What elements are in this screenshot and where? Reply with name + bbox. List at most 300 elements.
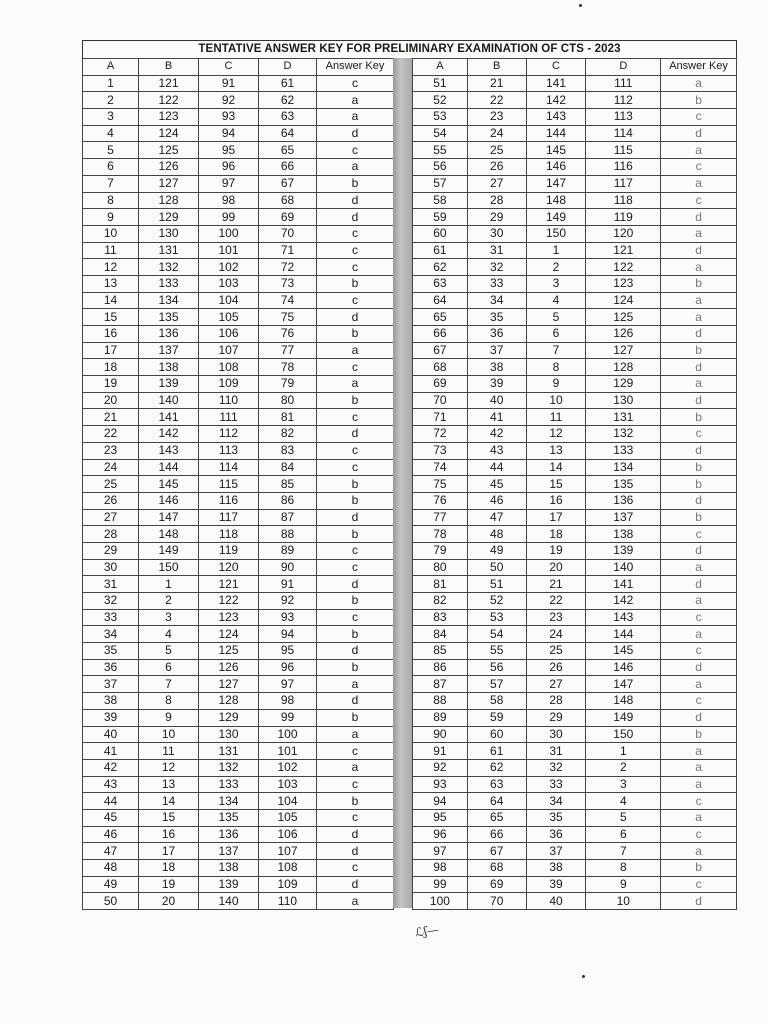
col-d: 124 — [586, 292, 661, 309]
answer-key-cell: a — [317, 109, 394, 126]
col-d: 125 — [586, 309, 661, 326]
col-b: 122 — [139, 92, 199, 109]
answer-key-cell: b — [661, 459, 737, 476]
table-body — [83, 75, 394, 909]
col-b: 23 — [467, 109, 526, 126]
col-d: 149 — [586, 709, 661, 726]
answer-key-cell: a — [661, 759, 737, 776]
table-row — [83, 309, 394, 326]
col-a: 27 — [83, 509, 139, 526]
col-d: 138 — [586, 526, 661, 543]
answer-key-cell: d — [661, 326, 737, 343]
col-b: 7 — [139, 676, 199, 693]
answer-key-cell: d — [661, 125, 737, 142]
answer-key-cell: a — [317, 726, 394, 743]
col-c: 1 — [526, 242, 586, 259]
answer-key-cell: a — [661, 809, 737, 826]
col-c: 137 — [199, 843, 259, 860]
col-b: 134 — [139, 292, 199, 309]
col-d: 111 — [586, 75, 661, 92]
col-a: 22 — [83, 426, 139, 443]
col-b: 133 — [139, 275, 199, 292]
col-a: 92 — [413, 759, 468, 776]
col-b: 32 — [467, 259, 526, 276]
table-row — [413, 559, 737, 576]
col-c: 102 — [199, 259, 259, 276]
table-row — [83, 92, 394, 109]
col-d: 109 — [259, 876, 317, 893]
col-d: 131 — [586, 409, 661, 426]
table-row — [83, 75, 394, 92]
col-c: 27 — [526, 676, 586, 693]
header-a: A — [83, 59, 139, 76]
col-d: 135 — [586, 476, 661, 493]
table-row — [413, 342, 737, 359]
header-d: D — [259, 59, 317, 76]
col-c: 98 — [199, 192, 259, 209]
col-b: 9 — [139, 709, 199, 726]
col-b: 53 — [467, 609, 526, 626]
answer-key-cell: c — [317, 776, 394, 793]
col-d: 5 — [586, 809, 661, 826]
table-row — [83, 192, 394, 209]
table-row — [83, 442, 394, 459]
answer-key-cell: c — [317, 459, 394, 476]
col-c: 124 — [199, 626, 259, 643]
col-d: 6 — [586, 826, 661, 843]
col-d: 141 — [586, 576, 661, 593]
col-b: 12 — [139, 759, 199, 776]
answer-key-cell: b — [661, 92, 737, 109]
col-c: 120 — [199, 559, 259, 576]
col-a: 10 — [83, 225, 139, 242]
col-d: 118 — [586, 192, 661, 209]
table-row — [83, 209, 394, 226]
col-a: 57 — [413, 175, 468, 192]
col-d: 96 — [259, 659, 317, 676]
answer-table-left — [82, 58, 394, 910]
col-c: 138 — [199, 860, 259, 877]
col-d: 132 — [586, 426, 661, 443]
col-a: 72 — [413, 426, 468, 443]
col-b: 45 — [467, 476, 526, 493]
col-b: 59 — [467, 709, 526, 726]
col-d: 66 — [259, 159, 317, 176]
col-b: 124 — [139, 125, 199, 142]
table-row — [413, 259, 737, 276]
answer-key-cell: d — [661, 492, 737, 509]
col-c: 99 — [199, 209, 259, 226]
col-c: 17 — [526, 509, 586, 526]
col-a: 6 — [83, 159, 139, 176]
answer-key-cell: c — [661, 109, 737, 126]
table-row — [413, 492, 737, 509]
answer-key-cell: c — [661, 526, 737, 543]
table-row — [413, 209, 737, 226]
col-d: 93 — [259, 609, 317, 626]
col-b: 140 — [139, 392, 199, 409]
col-d: 88 — [259, 526, 317, 543]
col-a: 15 — [83, 309, 139, 326]
col-b: 123 — [139, 109, 199, 126]
col-c: 9 — [526, 376, 586, 393]
col-d: 80 — [259, 392, 317, 409]
table-row — [83, 409, 394, 426]
col-b: 39 — [467, 376, 526, 393]
col-a: 55 — [413, 142, 468, 159]
col-d: 100 — [259, 726, 317, 743]
answer-key-cell: d — [661, 709, 737, 726]
table-row — [413, 326, 737, 343]
col-c: 111 — [199, 409, 259, 426]
col-b: 17 — [139, 843, 199, 860]
answer-key-cell: b — [317, 593, 394, 610]
col-a: 68 — [413, 359, 468, 376]
table-row — [83, 342, 394, 359]
col-d: 145 — [586, 643, 661, 660]
speck — [579, 4, 582, 7]
col-b: 147 — [139, 509, 199, 526]
answer-key-cell: b — [317, 492, 394, 509]
col-c: 141 — [526, 75, 586, 92]
col-c: 112 — [199, 426, 259, 443]
answer-key-cell: d — [317, 826, 394, 843]
col-d: 92 — [259, 593, 317, 610]
col-c: 116 — [199, 492, 259, 509]
col-c: 13 — [526, 442, 586, 459]
table-row — [83, 142, 394, 159]
col-a: 76 — [413, 492, 468, 509]
col-a: 81 — [413, 576, 468, 593]
answer-key-cell: c — [317, 242, 394, 259]
col-b: 145 — [139, 476, 199, 493]
speck — [582, 975, 585, 978]
col-d: 7 — [586, 843, 661, 860]
col-b: 126 — [139, 159, 199, 176]
col-a: 65 — [413, 309, 468, 326]
col-b: 60 — [467, 726, 526, 743]
col-c: 39 — [526, 876, 586, 893]
table-row — [413, 726, 737, 743]
col-d: 144 — [586, 626, 661, 643]
col-d: 119 — [586, 209, 661, 226]
col-c: 24 — [526, 626, 586, 643]
col-a: 84 — [413, 626, 468, 643]
col-a: 78 — [413, 526, 468, 543]
col-a: 77 — [413, 509, 468, 526]
answer-key-cell: a — [661, 743, 737, 760]
col-c: 101 — [199, 242, 259, 259]
col-d: 83 — [259, 442, 317, 459]
col-d: 148 — [586, 693, 661, 710]
answer-key-cell: c — [317, 259, 394, 276]
table-row — [83, 676, 394, 693]
table-row — [83, 843, 394, 860]
col-b: 148 — [139, 526, 199, 543]
col-c: 4 — [526, 292, 586, 309]
answer-key-cell: a — [661, 593, 737, 610]
table-row — [413, 109, 737, 126]
col-b: 35 — [467, 309, 526, 326]
col-a: 34 — [83, 626, 139, 643]
col-a: 46 — [83, 826, 139, 843]
col-d: 84 — [259, 459, 317, 476]
table-row — [413, 75, 737, 92]
col-d: 115 — [586, 142, 661, 159]
col-d: 134 — [586, 459, 661, 476]
col-d: 95 — [259, 643, 317, 660]
table-row — [83, 509, 394, 526]
col-c: 106 — [199, 326, 259, 343]
col-d: 107 — [259, 843, 317, 860]
table-row — [83, 109, 394, 126]
table-row — [83, 759, 394, 776]
col-c: 122 — [199, 593, 259, 610]
col-d: 130 — [586, 392, 661, 409]
col-b: 31 — [467, 242, 526, 259]
col-a: 35 — [83, 643, 139, 660]
answer-key-cell: c — [317, 75, 394, 92]
answer-key-cell: d — [661, 542, 737, 559]
col-a: 53 — [413, 109, 468, 126]
col-c: 18 — [526, 526, 586, 543]
col-d: 3 — [586, 776, 661, 793]
col-a: 71 — [413, 409, 468, 426]
col-c: 105 — [199, 309, 259, 326]
col-b: 62 — [467, 759, 526, 776]
answer-key-cell: b — [661, 476, 737, 493]
answer-key-cell: b — [661, 409, 737, 426]
col-b: 137 — [139, 342, 199, 359]
col-c: 132 — [199, 759, 259, 776]
col-c: 16 — [526, 492, 586, 509]
col-b: 64 — [467, 793, 526, 810]
col-d: 65 — [259, 142, 317, 159]
col-b: 69 — [467, 876, 526, 893]
col-d: 71 — [259, 242, 317, 259]
col-c: 134 — [199, 793, 259, 810]
table-row — [413, 359, 737, 376]
col-d: 136 — [586, 492, 661, 509]
answer-key-cell: c — [317, 542, 394, 559]
col-b: 138 — [139, 359, 199, 376]
header-a: A — [413, 59, 468, 76]
col-c: 91 — [199, 75, 259, 92]
col-b: 22 — [467, 92, 526, 109]
table-row — [413, 843, 737, 860]
col-b: 127 — [139, 175, 199, 192]
answer-key-cell: c — [661, 159, 737, 176]
col-a: 70 — [413, 392, 468, 409]
col-c: 2 — [526, 259, 586, 276]
col-b: 11 — [139, 743, 199, 760]
answer-key-cell: a — [661, 175, 737, 192]
table-row — [83, 793, 394, 810]
col-d: 10 — [586, 893, 661, 910]
answer-key-cell: a — [317, 893, 394, 910]
table-row — [83, 392, 394, 409]
col-d: 86 — [259, 492, 317, 509]
table-row — [413, 643, 737, 660]
table-row — [83, 426, 394, 443]
col-c: 22 — [526, 593, 586, 610]
table-row — [413, 609, 737, 626]
answer-key-cell: c — [661, 876, 737, 893]
col-b: 143 — [139, 442, 199, 459]
col-d: 62 — [259, 92, 317, 109]
col-d: 106 — [259, 826, 317, 843]
col-b: 18 — [139, 860, 199, 877]
answer-key-cell: b — [661, 275, 737, 292]
col-a: 96 — [413, 826, 468, 843]
table-row — [413, 476, 737, 493]
table-row — [413, 225, 737, 242]
column-divider — [393, 58, 412, 908]
col-b: 36 — [467, 326, 526, 343]
header-b: B — [139, 59, 199, 76]
col-d: 103 — [259, 776, 317, 793]
header-row — [413, 59, 737, 76]
col-b: 67 — [467, 843, 526, 860]
col-b: 26 — [467, 159, 526, 176]
col-c: 34 — [526, 793, 586, 810]
answer-key-cell: c — [317, 559, 394, 576]
col-b: 5 — [139, 643, 199, 660]
col-c: 96 — [199, 159, 259, 176]
col-d: 63 — [259, 109, 317, 126]
col-b: 43 — [467, 442, 526, 459]
table-row — [413, 442, 737, 459]
answer-key-cell: b — [317, 275, 394, 292]
col-a: 11 — [83, 242, 139, 259]
col-d: 142 — [586, 593, 661, 610]
col-d: 116 — [586, 159, 661, 176]
col-c: 108 — [199, 359, 259, 376]
table-row — [413, 125, 737, 142]
table-row — [413, 826, 737, 843]
answer-key-cell: a — [661, 75, 737, 92]
col-c: 97 — [199, 175, 259, 192]
answer-key-cell: d — [317, 843, 394, 860]
col-b: 33 — [467, 275, 526, 292]
col-a: 59 — [413, 209, 468, 226]
col-b: 4 — [139, 626, 199, 643]
table-row — [413, 593, 737, 610]
table-header — [413, 59, 737, 76]
col-c: 114 — [199, 459, 259, 476]
table-row — [413, 392, 737, 409]
col-a: 52 — [413, 92, 468, 109]
col-b: 130 — [139, 225, 199, 242]
col-c: 128 — [199, 693, 259, 710]
col-b: 34 — [467, 292, 526, 309]
col-a: 91 — [413, 743, 468, 760]
table-row — [413, 509, 737, 526]
col-b: 68 — [467, 860, 526, 877]
col-b: 56 — [467, 659, 526, 676]
table-header — [83, 59, 394, 76]
answer-key-cell: b — [317, 326, 394, 343]
col-b: 65 — [467, 809, 526, 826]
answer-key-cell: c — [317, 409, 394, 426]
header-row — [83, 59, 394, 76]
col-a: 75 — [413, 476, 468, 493]
answer-key-cell: b — [317, 392, 394, 409]
table-row — [413, 426, 737, 443]
col-d: 114 — [586, 125, 661, 142]
table-row — [83, 259, 394, 276]
col-c: 11 — [526, 409, 586, 426]
col-d: 140 — [586, 559, 661, 576]
col-b: 66 — [467, 826, 526, 843]
col-d: 76 — [259, 326, 317, 343]
answer-key-cell: d — [317, 125, 394, 142]
col-c: 31 — [526, 743, 586, 760]
answer-key-cell: b — [661, 860, 737, 877]
header-d: D — [586, 59, 661, 76]
col-c: 144 — [526, 125, 586, 142]
col-b: 37 — [467, 342, 526, 359]
col-b: 61 — [467, 743, 526, 760]
col-b: 48 — [467, 526, 526, 543]
table-row — [83, 860, 394, 877]
col-a: 40 — [83, 726, 139, 743]
col-a: 19 — [83, 376, 139, 393]
col-d: 113 — [586, 109, 661, 126]
table-row — [83, 743, 394, 760]
col-a: 12 — [83, 259, 139, 276]
header-answer-key: Answer Key — [661, 59, 737, 76]
col-a: 47 — [83, 843, 139, 860]
col-a: 37 — [83, 676, 139, 693]
answer-key-cell: c — [661, 643, 737, 660]
table-row — [413, 626, 737, 643]
answer-key-cell: d — [661, 209, 737, 226]
table-row — [413, 576, 737, 593]
col-b: 52 — [467, 593, 526, 610]
col-b: 47 — [467, 509, 526, 526]
table-row — [413, 709, 737, 726]
answer-key-cell: a — [661, 225, 737, 242]
header-c: C — [199, 59, 259, 76]
col-a: 16 — [83, 326, 139, 343]
col-c: 6 — [526, 326, 586, 343]
col-a: 97 — [413, 843, 468, 860]
col-d: 64 — [259, 125, 317, 142]
col-c: 107 — [199, 342, 259, 359]
col-d: 85 — [259, 476, 317, 493]
col-a: 14 — [83, 292, 139, 309]
answer-key-cell: b — [661, 726, 737, 743]
table-row — [413, 860, 737, 877]
answer-table-right — [412, 58, 737, 910]
table-row — [83, 593, 394, 610]
col-b: 132 — [139, 259, 199, 276]
answer-key-cell: d — [317, 876, 394, 893]
col-c: 25 — [526, 643, 586, 660]
col-a: 4 — [83, 125, 139, 142]
col-b: 139 — [139, 376, 199, 393]
answer-key-cell: d — [661, 242, 737, 259]
answer-key-cell: c — [317, 809, 394, 826]
table-row — [83, 459, 394, 476]
col-b: 40 — [467, 392, 526, 409]
col-b: 46 — [467, 492, 526, 509]
col-b: 42 — [467, 426, 526, 443]
col-d: 61 — [259, 75, 317, 92]
col-c: 118 — [199, 526, 259, 543]
table-row — [83, 275, 394, 292]
